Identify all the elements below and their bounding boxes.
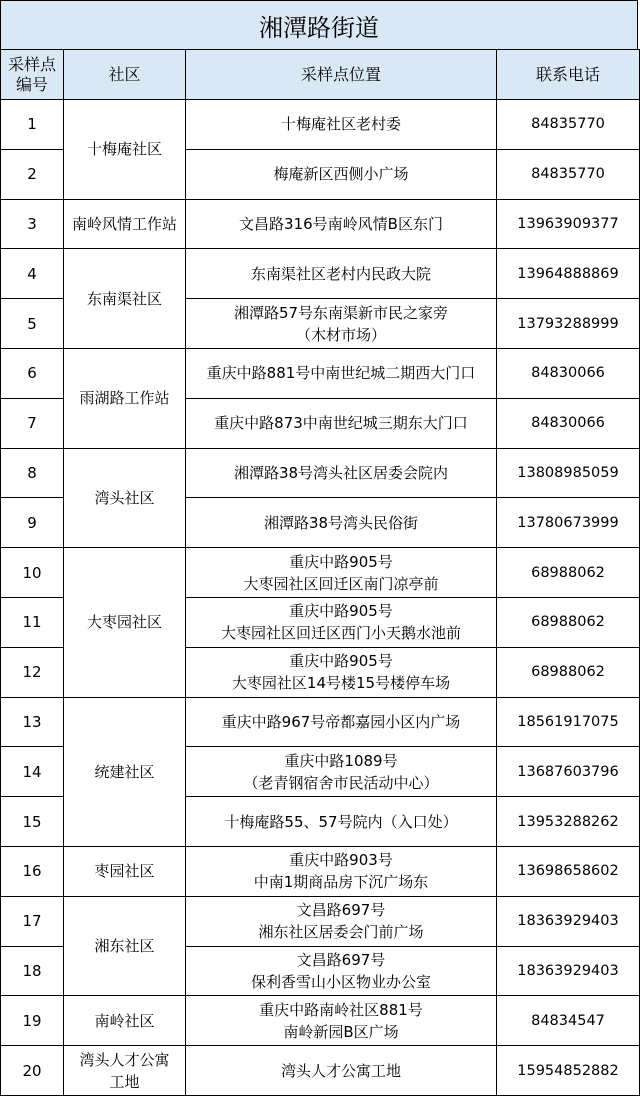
location-cell (186, 647, 497, 697)
location-line: 文昌路697号 (296, 950, 386, 969)
location-cell (186, 199, 497, 249)
location-cell (186, 448, 497, 498)
location-line: 重庆中路905号 (289, 652, 393, 671)
site-number-cell: 6 (1, 348, 64, 398)
location-line: 湘潭路57号东南渠新市民之家旁 (233, 303, 449, 322)
location-cell (186, 100, 497, 150)
sampling-sites-table (0, 49, 640, 1096)
location-line: 文昌路316号南岭风情B区东门 (239, 214, 443, 233)
site-number-cell: 3 (1, 199, 64, 249)
location-cell (186, 697, 497, 747)
community-cell: 雨湖路工作站 (64, 348, 186, 448)
table-row (1, 448, 640, 498)
location-line: 梅庵新区西侧小广场 (273, 165, 409, 184)
site-number-cell: 9 (1, 498, 64, 548)
community-cell: 南岭风情工作站 (64, 199, 186, 249)
location-cell (186, 249, 497, 299)
community-cell (64, 1046, 186, 1096)
location-line: 湘东社区居委会门前广场 (258, 923, 424, 942)
site-number-cell: 2 (1, 149, 64, 199)
location-line: 大枣园社区回迁区西门小天鹅水池前 (220, 624, 461, 643)
site-number-cell: 1 (1, 100, 64, 150)
phone-cell: 13808985059 (497, 448, 640, 498)
community-cell: 湘东社区 (64, 896, 186, 996)
location-line: 保利香雪山小区物业办公室 (250, 972, 431, 991)
community-line: 湾头人才公寓 (79, 1050, 170, 1069)
location-cell (186, 946, 497, 996)
location-line: 重庆中路873中南世纪城三期东大门口 (214, 414, 468, 433)
phone-cell: 13963909377 (497, 199, 640, 249)
location-cell (186, 548, 497, 598)
table-row (1, 697, 640, 747)
location-line: 湘潭路38号湾头民俗街 (263, 513, 419, 532)
site-number-cell: 11 (1, 597, 64, 647)
table-row (1, 548, 640, 598)
phone-cell: 68988062 (497, 548, 640, 598)
phone-cell: 18363929403 (497, 946, 640, 996)
site-number-cell: 10 (1, 548, 64, 598)
location-line: 东南渠社区老村内民政大院 (250, 264, 431, 283)
site-number-cell: 15 (1, 797, 64, 847)
location-cell (186, 597, 497, 647)
community-cell: 南岭社区 (64, 996, 186, 1046)
phone-cell: 84834547 (497, 996, 640, 1046)
table-row (1, 199, 640, 249)
site-number-cell: 19 (1, 996, 64, 1046)
table-row (1, 249, 640, 299)
phone-cell: 13953288262 (497, 797, 640, 847)
header-site-number-line: 编号 (15, 74, 48, 94)
community-cell: 十梅庵社区 (64, 100, 186, 200)
location-line: 大枣园社区14号楼15号楼停车场 (231, 674, 451, 693)
location-line: 南岭新园B区广场 (283, 1022, 399, 1041)
table-header-row (1, 50, 640, 100)
table-row (1, 896, 640, 946)
location-cell (186, 747, 497, 797)
location-line: 文昌路697号 (296, 901, 386, 920)
site-number-cell: 13 (1, 697, 64, 747)
location-cell (186, 896, 497, 946)
community-cell: 湾头社区 (64, 448, 186, 548)
site-number-cell: 4 (1, 249, 64, 299)
location-line: 湘潭路38号湾头社区居委会院内 (233, 463, 449, 482)
location-line: 重庆中路881号中南世纪城二期西大门口 (206, 364, 476, 383)
phone-cell: 18561917075 (497, 697, 640, 747)
location-line: 十梅庵路55、57号院内（入口处） (224, 812, 458, 831)
location-line: 大枣园社区回迁区南门凉亭前 (243, 574, 439, 593)
location-line: 重庆中路967号帝都嘉园小区内广场 (221, 712, 461, 731)
community-cell: 大枣园社区 (64, 548, 186, 697)
phone-cell: 84830066 (497, 398, 640, 448)
site-number-cell: 8 (1, 448, 64, 498)
location-cell (186, 797, 497, 847)
phone-cell: 13698658602 (497, 846, 640, 896)
phone-cell: 18363929403 (497, 896, 640, 946)
community-cell: 统建社区 (64, 697, 186, 846)
header-phone: 联系电话 (497, 50, 640, 100)
location-cell (186, 498, 497, 548)
table-row (1, 996, 640, 1046)
table-row (1, 348, 640, 398)
location-line: 重庆中路905号 (289, 552, 393, 571)
location-line: （木材市场） (295, 325, 386, 344)
phone-cell: 13964888869 (497, 249, 640, 299)
community-line: 工地 (109, 1072, 140, 1091)
phone-cell: 13687603796 (497, 747, 640, 797)
location-cell (186, 1046, 497, 1096)
table-row (1, 100, 640, 150)
phone-cell: 84830066 (497, 348, 640, 398)
header-location: 采样点位置 (186, 50, 497, 100)
community-cell: 东南渠社区 (64, 249, 186, 349)
location-cell (186, 149, 497, 199)
phone-cell: 68988062 (497, 597, 640, 647)
site-number-cell: 18 (1, 946, 64, 996)
site-number-cell: 12 (1, 647, 64, 697)
page-title: 湘潭路街道 (0, 0, 638, 50)
location-cell (186, 996, 497, 1046)
table-row (1, 1046, 640, 1096)
header-community: 社区 (64, 50, 186, 100)
site-number-cell: 7 (1, 398, 64, 448)
location-line: 重庆中路1089号 (284, 751, 398, 770)
phone-cell: 13780673999 (497, 498, 640, 548)
table-row (1, 846, 640, 896)
community-cell: 枣园社区 (64, 846, 186, 896)
site-number-cell: 16 (1, 846, 64, 896)
location-cell (186, 846, 497, 896)
table-body (1, 100, 640, 1096)
location-line: 中南1期商品房下沉广场东 (253, 873, 429, 892)
location-line: 十梅庵社区老村委 (280, 115, 401, 134)
location-cell (186, 348, 497, 398)
location-line: 重庆中路905号 (289, 602, 393, 621)
location-line: 重庆中路903号 (289, 851, 393, 870)
header-site-number (1, 50, 64, 100)
location-line: （老青钢宿舍市民活动中心） (243, 773, 439, 792)
site-number-cell: 5 (1, 299, 64, 349)
location-cell (186, 299, 497, 349)
phone-cell: 15954852882 (497, 1046, 640, 1096)
location-line: 重庆中路南岭社区881号 (259, 1000, 423, 1019)
phone-cell: 84835770 (497, 149, 640, 199)
phone-cell: 13793288999 (497, 299, 640, 349)
header-site-number-line: 采样点 (7, 54, 56, 74)
site-number-cell: 17 (1, 896, 64, 946)
location-line: 湾头人才公寓工地 (280, 1061, 401, 1080)
phone-cell: 84835770 (497, 100, 640, 150)
location-cell (186, 398, 497, 448)
site-number-cell: 14 (1, 747, 64, 797)
phone-cell: 68988062 (497, 647, 640, 697)
site-number-cell: 20 (1, 1046, 64, 1096)
